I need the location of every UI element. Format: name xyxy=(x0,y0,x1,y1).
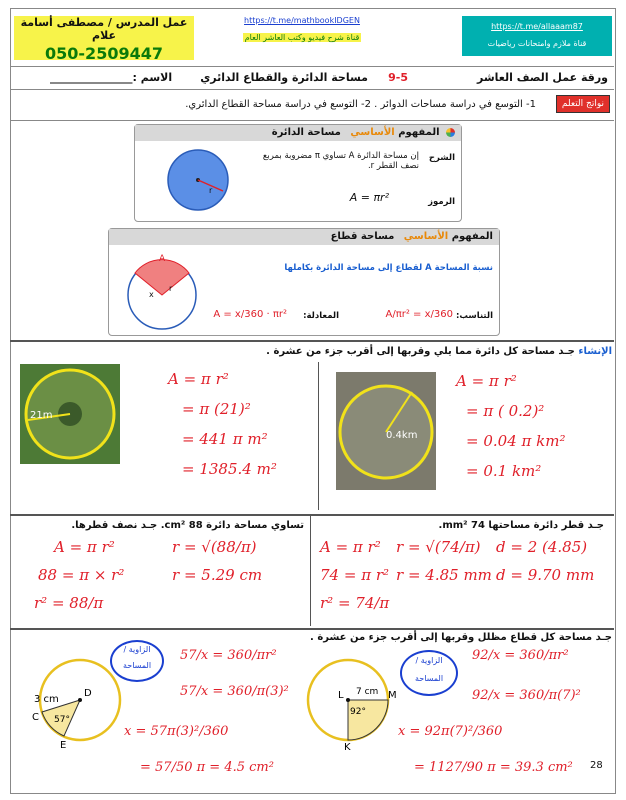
svg-text:r: r xyxy=(169,284,173,293)
svg-text:A: A xyxy=(159,254,166,264)
aerial-image-right xyxy=(336,372,436,490)
concept1-header xyxy=(135,125,461,141)
work-line: A = π r² xyxy=(456,372,517,390)
symbol-label: الرموز xyxy=(428,197,455,207)
section2-right-prompt: جـد قطر دائرة مساحتها 74 mm². xyxy=(438,520,604,531)
work-line: r² = 74/π xyxy=(320,594,390,612)
work-line: = 441 π m² xyxy=(182,430,268,448)
outcomes-badge: نواتج التعلم xyxy=(556,95,610,113)
section3-title: جـد مساحة كل قطاع مظلل وقربها إلى أقرب جزء من عشرة . xyxy=(310,632,612,643)
svg-text:C: C xyxy=(32,712,39,723)
work-line: A = π r² xyxy=(168,370,229,388)
svg-text:M: M xyxy=(388,690,397,701)
concept-circle-area xyxy=(134,124,462,222)
work-line: 57/x = 360/π(3)² xyxy=(180,684,289,699)
svg-text:L: L xyxy=(338,690,344,701)
divider-1 xyxy=(10,340,614,342)
learning-outcomes xyxy=(10,90,614,121)
work-line: r = 5.29 cm xyxy=(172,566,263,584)
proportion-label: التناسب: xyxy=(456,311,493,321)
work-line: = 57/50 π = 4.5 cm² xyxy=(140,760,274,775)
concept1-head-c: مساحة الدائرة xyxy=(271,127,341,138)
work-line: A = π r² xyxy=(320,538,381,556)
sector-figure-left xyxy=(20,650,110,750)
section2-left-work xyxy=(24,538,304,624)
equation-label: المعادلة: xyxy=(303,311,339,321)
concept1-head-b: الأساسي xyxy=(350,127,395,138)
work-line: r = 4.85 mm xyxy=(396,566,492,584)
work-line: 88 = π × r² xyxy=(38,566,125,584)
sector-diagram xyxy=(119,247,205,333)
concept2-head-a: المفهوم xyxy=(451,231,493,242)
work-line: 74 = π r² xyxy=(320,566,390,584)
divider-vertical-2 xyxy=(310,516,311,626)
right-sub: قناة ملازم وامتحانات رياضيات xyxy=(487,39,587,48)
divider-2 xyxy=(10,514,614,516)
section2-right-work xyxy=(318,538,606,624)
circle-formula: A = πr² xyxy=(349,191,389,204)
svg-text:K: K xyxy=(344,742,351,753)
svg-text:7 cm: 7 cm xyxy=(356,687,379,697)
concept2-head-b: الأساسي xyxy=(403,231,449,242)
svg-text:x: x xyxy=(149,290,154,299)
section1-title-a: الإنشاء xyxy=(578,346,612,357)
work-line: = π ( 0.2)² xyxy=(466,402,545,420)
section1-title-b: جـد مساحة كل دائرة مما يلي وقربها إلى أقرب جزء من عشرة . xyxy=(266,346,575,357)
title-bar xyxy=(10,66,614,90)
lesson-title: مساحة الدائرة والقطاع الدائري xyxy=(200,71,368,84)
svg-text:D: D xyxy=(84,688,92,699)
work-line: = 1385.4 m² xyxy=(182,460,277,478)
svg-text:92°: 92° xyxy=(350,707,366,717)
svg-text:21m: 21m xyxy=(30,410,53,421)
divider-vertical-1 xyxy=(318,362,319,510)
lesson-number: 9-5 xyxy=(388,71,408,84)
sector-figure-right xyxy=(300,650,397,753)
divider-3 xyxy=(10,628,614,630)
work-line: r² = 88/π xyxy=(34,594,104,612)
work-line: 92/x = 360/π(7)² xyxy=(472,688,581,703)
concept1-icon xyxy=(446,128,455,137)
mid-link-box xyxy=(232,16,372,44)
sector-equation: A = x/360 · πr² xyxy=(213,309,287,320)
section1-left-work xyxy=(168,370,308,490)
work-line: = 0.1 km² xyxy=(466,462,542,480)
name-field: الاسم :_______________ xyxy=(50,71,173,84)
aerial-image-left xyxy=(20,364,120,464)
svg-text:E: E xyxy=(60,740,67,751)
bubble-left: الزاوية / المساحة xyxy=(110,640,164,682)
teacher-box xyxy=(14,16,194,63)
section3-left-work xyxy=(120,648,306,784)
work-line: x = 57π(3)²/360 xyxy=(124,724,229,739)
work-line: 57/x = 360/πr² xyxy=(180,648,277,663)
svg-text:r: r xyxy=(209,186,213,195)
section1-title xyxy=(266,346,612,357)
work-line: d = 9.70 mm xyxy=(496,566,595,584)
explain-label: الشرح xyxy=(428,153,455,163)
outcomes-text: 1- التوسع في دراسة مساحات الدوائر . 2- التوسع في دراسة مساحة القطاع الدائري. xyxy=(185,99,536,110)
teacher-name: عمل المدرس / مصطفى أسامة علام xyxy=(20,16,188,42)
concept-sector-area xyxy=(108,228,500,336)
work-line: x = 92π(7)²/360 xyxy=(398,724,503,739)
svg-text:3 cm: 3 cm xyxy=(34,694,59,705)
work-line: r = √(88/π) xyxy=(172,538,257,556)
sector-ratio-text: نسبة المساحة A لقطاع إلى مساحة الدائرة بكاملها xyxy=(284,263,493,273)
concept2-header xyxy=(109,229,499,245)
section1-right-work xyxy=(456,372,606,492)
bubble-right: الزاوية / المساحة xyxy=(400,650,458,696)
right-link[interactable]: https://t.me/allaaam87 xyxy=(491,22,583,31)
svg-text:57°: 57° xyxy=(54,715,70,725)
circle-diagram xyxy=(163,145,233,215)
section3-right-work xyxy=(392,648,604,784)
work-line: r = √(74/π) xyxy=(396,538,481,556)
concept2-head-c: مساحة قطاع xyxy=(330,231,395,242)
work-line: d = 2 (4.85) xyxy=(496,538,588,556)
section2-left-prompt: تساوي مساحة دائرة 88 cm². جـد نصف قطرها. xyxy=(71,520,304,531)
explain-text: إن مساحة الدائرة A تساوي π مضروبة بمربع نصف القطر r. xyxy=(262,151,419,171)
teacher-phone: 050-2509447 xyxy=(45,44,163,63)
work-line: 92/x = 360/πr² xyxy=(472,648,569,663)
sector-proportion: A/πr² = x/360 xyxy=(385,309,453,320)
work-line: = 0.04 π km² xyxy=(466,432,566,450)
work-line: A = π r² xyxy=(54,538,115,556)
mid-link[interactable]: https://t.me/mathbookIDGEN xyxy=(244,16,360,25)
work-line: = π (21)² xyxy=(182,400,251,418)
work-line: = 1127/90 π = 39.3 cm² xyxy=(414,760,573,775)
mid-sub: قناة شرح فيديو وكتب العاشر العام xyxy=(244,33,360,42)
svg-text:0.4km: 0.4km xyxy=(386,430,418,441)
concept1-head-a: المفهوم xyxy=(398,127,440,138)
worksheet-title: ورقة عمل الصف العاشر xyxy=(477,71,608,84)
right-link-box xyxy=(462,16,612,56)
page-number: 28 xyxy=(590,760,603,771)
